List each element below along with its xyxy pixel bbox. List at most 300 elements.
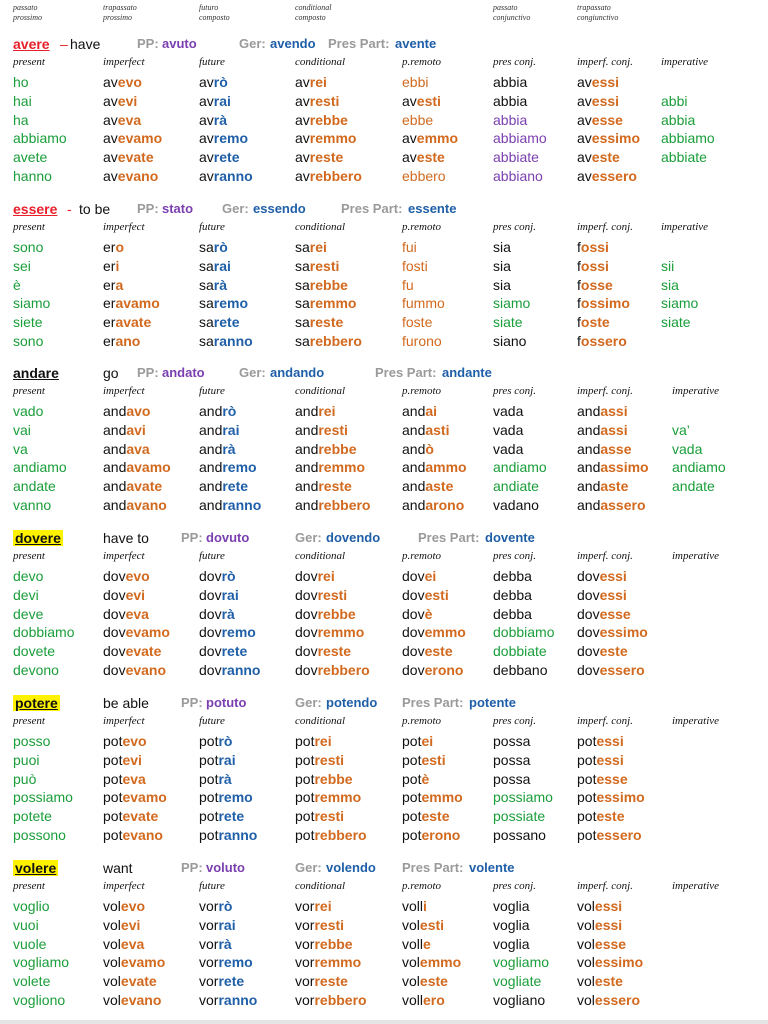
conjugation-cell: [13, 771, 36, 787]
form: abbiamo: [661, 130, 715, 147]
conjugation-cell: [493, 992, 545, 1008]
conjugation-cell: [493, 936, 530, 952]
conjugation-cell: [493, 403, 523, 419]
column-header: present: [13, 880, 45, 892]
form-ending: o: [115, 239, 125, 255]
conjugation-cell: [295, 733, 332, 749]
conjugation-cell: [199, 643, 247, 659]
form-ending: evo: [120, 898, 146, 914]
form-stem: sa: [199, 276, 214, 293]
form-ending: essi: [599, 586, 627, 603]
conjugation-cell: [13, 295, 50, 311]
conjugation-cell: [103, 149, 154, 165]
form-stem: dov: [402, 605, 425, 622]
form-ending: ossero: [580, 333, 627, 349]
form: vogliamo: [493, 954, 550, 971]
conjugation-cell: [13, 733, 50, 749]
form-ending: essero: [599, 662, 645, 678]
form-stem: pot: [295, 751, 315, 768]
gerund-label: Ger:: [239, 36, 266, 51]
conjugation-cell: [295, 497, 370, 513]
form-stem: av: [295, 130, 310, 147]
conjugation-cell: [577, 827, 642, 843]
form-ending: rebbe: [309, 276, 348, 293]
conjugation-cell: [13, 459, 67, 475]
conjugation-cell: [402, 497, 464, 513]
form-ending: avate: [126, 478, 163, 495]
conjugation-cell: [103, 936, 144, 952]
conjugation-row: [0, 441, 768, 459]
conjugation-cell: [402, 422, 449, 438]
conjugation-cell: [103, 789, 167, 805]
form-stem: dov: [103, 624, 126, 641]
conjugation-cell: [103, 478, 162, 494]
form-stem: pot: [199, 827, 219, 843]
conjugation-cell: [577, 403, 628, 419]
conjugation-cell: [493, 314, 523, 330]
conjugation-cell: [493, 568, 532, 584]
conjugation-cell: [13, 93, 32, 109]
form: siete: [13, 314, 43, 331]
conjugation-row: [0, 808, 768, 826]
conjugation-cell: [295, 808, 344, 824]
conjugation-cell: [402, 898, 427, 914]
form-stem: vol: [577, 935, 595, 952]
form: vogliono: [13, 992, 66, 1008]
form-ending: osse: [580, 276, 613, 293]
conjugation-cell: [661, 93, 687, 109]
conjugation-cell: [103, 93, 137, 109]
conjugation-cell: [199, 130, 248, 146]
form: avete: [13, 149, 48, 166]
conjugation-cell: [493, 752, 530, 768]
form-stem: pot: [199, 770, 219, 787]
conjugation-cell: [493, 459, 547, 475]
form-stem: and: [199, 497, 223, 513]
form-stem: and: [103, 478, 127, 495]
conjugation-cell: [103, 973, 157, 989]
conjugation-cell: [13, 827, 66, 843]
conjugation-cell: [577, 992, 640, 1008]
form-stem: av: [577, 149, 592, 166]
gerund: potendo: [326, 695, 378, 710]
form-ending: rei: [317, 568, 335, 584]
column-header: present: [13, 385, 45, 397]
form-stem: er: [103, 314, 116, 331]
form: siamo: [493, 295, 531, 312]
conjugation-cell: [295, 441, 356, 457]
form-stem: f: [577, 295, 581, 312]
column-header: conditional: [295, 385, 346, 397]
column-header: imperf. conj.: [577, 56, 633, 68]
form: andiamo: [13, 459, 67, 476]
form: dobbiate: [493, 643, 547, 660]
form-stem: pot: [103, 789, 123, 806]
form-stem: dov: [295, 605, 318, 622]
conjugation-cell: [199, 422, 239, 438]
conjugation-cell: [672, 478, 715, 494]
conjugation-row: [0, 606, 768, 624]
form-stem: pot: [402, 733, 422, 749]
form-ending: rò: [218, 733, 233, 749]
form-ending: ossi: [580, 239, 609, 255]
form-ending: rei: [309, 239, 327, 255]
form-stem: and: [295, 459, 319, 476]
column-header: imperf. conj.: [577, 880, 633, 892]
top-label: conditional composto: [295, 3, 332, 22]
form-ending: essero: [596, 827, 642, 843]
conjugation-cell: [661, 277, 679, 293]
verb-block-dovere: [0, 528, 768, 688]
form-ending: resti: [317, 586, 348, 603]
form-stem: dov: [199, 586, 222, 603]
form-stem: av: [199, 130, 214, 147]
form: vanno: [13, 497, 52, 513]
form-stem: pot: [577, 770, 597, 787]
form-ending: aste: [425, 478, 454, 495]
form: abbia: [661, 111, 696, 128]
verb-infinitive: potere: [15, 695, 58, 711]
form-ending: evate: [117, 149, 154, 166]
conjugation-cell: [199, 459, 257, 475]
conjugation-cell: [672, 459, 726, 475]
form-stem: and: [199, 459, 223, 476]
form-stem: vol: [103, 935, 121, 952]
conjugation-cell: [295, 168, 362, 184]
form-stem: voll: [402, 935, 424, 952]
form-stem: and: [295, 421, 319, 438]
form: possano: [493, 827, 546, 843]
conjugation-cell: [493, 239, 511, 255]
form-stem: and: [402, 497, 426, 513]
column-header: imperative: [672, 715, 720, 727]
form-stem: and: [577, 421, 601, 438]
form-ending: evi: [125, 586, 146, 603]
verb-header: [0, 858, 768, 880]
form-ending: emmo: [416, 130, 459, 147]
form-stem: av: [103, 74, 118, 90]
form-ending: remo: [218, 789, 253, 806]
conjugation-row: [0, 258, 768, 276]
form-ending: ranno: [213, 168, 253, 184]
conjugation-cell: [103, 917, 140, 933]
pp-label: PP:: [181, 695, 203, 710]
form-ending: rei: [314, 733, 332, 749]
conjugation-cell: [13, 624, 75, 640]
form: furono: [402, 333, 442, 349]
conjugation-cell: [493, 789, 553, 805]
form: abbia: [493, 111, 528, 128]
column-headers: [0, 550, 768, 564]
form-ending: eva: [125, 605, 149, 622]
form: vadano: [493, 497, 539, 513]
gerund-label: Ger:: [222, 201, 249, 216]
form-ending: rebbe: [309, 111, 348, 128]
form-ending: esse: [596, 770, 628, 787]
column-header: pres conj.: [493, 880, 536, 892]
past-participle: dovuto: [206, 530, 250, 545]
pp-label: PP:: [137, 36, 159, 51]
conjugation-cell: [295, 752, 344, 768]
form-stem: vor: [199, 973, 219, 990]
conjugation-cell: [577, 459, 649, 475]
form-stem: vol: [577, 992, 595, 1008]
conjugation-cell: [295, 827, 367, 843]
form-ending: rò: [221, 568, 236, 584]
form: vada: [493, 403, 524, 419]
gerund-label: Ger:: [295, 860, 322, 875]
column-header: pres conj.: [493, 56, 536, 68]
form-ending: evamo: [125, 624, 170, 641]
form: devo: [13, 568, 44, 584]
conjugation-cell: [493, 130, 547, 146]
conjugation-cell: [493, 973, 541, 989]
column-header: imperative: [672, 385, 720, 397]
form: ebbero: [402, 168, 446, 184]
form-ending: este: [421, 808, 450, 825]
conjugation-cell: [493, 917, 530, 933]
form: andiamo: [493, 459, 547, 476]
column-header: imperf. conj.: [577, 385, 633, 397]
form-ending: asse: [600, 440, 632, 457]
form: fui: [402, 239, 417, 255]
conjugation-cell: [199, 441, 236, 457]
column-header: imperf. conj.: [577, 550, 633, 562]
form: possiamo: [493, 789, 553, 806]
form-stem: vor: [199, 954, 219, 971]
conjugation-row: [0, 662, 768, 680]
conjugation-cell: [13, 478, 56, 494]
form-ending: eva: [117, 111, 142, 128]
verb-block-potere: [0, 693, 768, 853]
form-stem: sa: [199, 257, 214, 274]
conjugation-cell: [13, 74, 29, 90]
verb-meaning: have: [70, 36, 101, 52]
column-header: imperfect: [103, 715, 145, 727]
form-stem: dov: [103, 605, 126, 622]
conjugation-cell: [103, 422, 146, 438]
conjugation-row: [0, 643, 768, 661]
conjugation-cell: [295, 992, 367, 1008]
form: ho: [13, 74, 29, 90]
bottom-scrollbar[interactable]: [0, 1020, 768, 1024]
form-stem: av: [199, 92, 214, 109]
conjugation-cell: [295, 898, 332, 914]
conjugation-cell: [402, 808, 450, 824]
conjugation-row: [0, 130, 768, 148]
form-ending: remo: [213, 295, 249, 312]
form-stem: pot: [295, 789, 315, 806]
form-ending: essi: [596, 733, 624, 749]
form-stem: er: [103, 276, 116, 293]
conjugation-row: [0, 497, 768, 515]
form-stem: dov: [103, 643, 126, 660]
form: abbiano: [493, 168, 543, 184]
form-ending: rebbero: [317, 662, 370, 678]
conjugation-cell: [199, 403, 236, 419]
column-header: imperative: [672, 550, 720, 562]
conjugation-row: [0, 112, 768, 130]
conjugation-cell: [402, 112, 433, 128]
conjugation-cell: [577, 441, 632, 457]
conjugation-cell: [199, 662, 260, 678]
conjugation-cell: [577, 587, 627, 603]
conjugation-cell: [577, 771, 628, 787]
form-stem: av: [577, 74, 592, 90]
form-ending: rà: [218, 935, 232, 952]
conjugation-cell: [577, 478, 628, 494]
form-stem: pot: [199, 808, 219, 825]
conjugation-cell: [13, 606, 43, 622]
form-stem: and: [402, 440, 426, 457]
form-stem: and: [103, 459, 127, 476]
conjugation-cell: [493, 258, 511, 274]
conjugation-cell: [13, 662, 59, 678]
conjugation-cell: [493, 277, 511, 293]
conjugation-cell: [295, 93, 339, 109]
column-headers: [0, 221, 768, 235]
conjugation-cell: [493, 93, 527, 109]
conjugation-cell: [577, 149, 620, 165]
conjugation-cell: [295, 643, 351, 659]
top-label: futuro composto: [199, 3, 230, 22]
conjugation-cell: [402, 478, 453, 494]
form: abbiamo: [493, 130, 547, 147]
form-ending: evate: [120, 973, 157, 990]
form-stem: vol: [577, 916, 595, 933]
conjugation-cell: [402, 973, 448, 989]
form: siate: [661, 314, 691, 331]
conjugation-cell: [103, 827, 163, 843]
conjugation-cell: [199, 827, 257, 843]
conjugation-cell: [13, 441, 28, 457]
form-stem: and: [577, 497, 601, 513]
form-ending: rebbe: [317, 605, 356, 622]
form-ending: rebbero: [314, 827, 367, 843]
conjugation-cell: [103, 733, 147, 749]
form-stem: and: [295, 403, 319, 419]
form: possiate: [493, 808, 546, 825]
form: puoi: [13, 751, 40, 768]
conjugation-cell: [103, 587, 145, 603]
form-ending: essi: [591, 92, 620, 109]
form-stem: er: [103, 295, 116, 312]
form-ending: ranno: [213, 333, 253, 349]
top-label: trapassato prossimo: [103, 3, 137, 22]
conjugation-cell: [103, 277, 123, 293]
verb-header: [0, 34, 768, 56]
conjugation-cell: [295, 258, 339, 274]
form-stem: and: [199, 421, 223, 438]
conjugation-cell: [577, 733, 624, 749]
form: debba: [493, 605, 532, 622]
gerund-label: Ger:: [295, 530, 322, 545]
form: è: [13, 276, 21, 293]
conjugation-cell: [103, 752, 142, 768]
form-stem: voll: [402, 992, 424, 1008]
column-header: future: [199, 880, 225, 892]
form-stem: dov: [577, 586, 600, 603]
conjugation-cell: [577, 295, 630, 311]
conjugation-cell: [402, 733, 433, 749]
form-stem: pot: [295, 770, 315, 787]
form: debbano: [493, 662, 548, 678]
form: ebbi: [402, 74, 429, 90]
conjugation-cell: [295, 130, 356, 146]
form: debba: [493, 568, 532, 584]
form-ending: resti: [314, 808, 345, 825]
form-ending: esse: [594, 935, 627, 952]
verb-infinitive: andare: [13, 365, 59, 381]
conjugation-cell: [295, 239, 327, 255]
form-stem: av: [295, 92, 310, 109]
present-participle: dovente: [485, 530, 535, 545]
form-ending: reste: [317, 643, 352, 660]
column-header: conditional: [295, 221, 346, 233]
form-ending: rebbe: [314, 935, 353, 952]
conjugation-row: [0, 568, 768, 586]
column-header: imperfect: [103, 221, 145, 233]
form-ending: resti: [314, 916, 345, 933]
conjugation-cell: [103, 992, 161, 1008]
form: hai: [13, 92, 32, 109]
conjugation-cell: [402, 277, 414, 293]
conjugation-cell: [402, 239, 417, 255]
top-label: passato conjunctivo: [493, 3, 531, 22]
form: abbiate: [661, 149, 707, 166]
column-header: present: [13, 221, 45, 233]
form-stem: vor: [295, 898, 315, 914]
column-header: present: [13, 715, 45, 727]
form: voglia: [493, 935, 530, 952]
conjugation-row: [0, 789, 768, 807]
column-header: p.remoto: [402, 221, 442, 233]
form-ending: emmo: [424, 624, 466, 641]
conjugation-row: [0, 333, 768, 351]
form: sia: [493, 239, 511, 255]
form-ending: assero: [600, 497, 646, 513]
form-stem: pot: [103, 770, 123, 787]
form: vogliamo: [13, 954, 70, 971]
form: voglio: [13, 898, 50, 914]
column-header: imperfect: [103, 56, 145, 68]
column-header: imperfect: [103, 385, 145, 397]
past-participle: potuto: [206, 695, 247, 710]
form-ending: rà: [222, 440, 236, 457]
form-ending: è: [421, 770, 430, 787]
conjugation-cell: [493, 112, 527, 128]
form-stem: av: [103, 168, 118, 184]
form-ending: rà: [213, 111, 228, 128]
form: possa: [493, 770, 531, 787]
column-header: future: [199, 550, 225, 562]
form: voglia: [493, 916, 530, 933]
conjugation-cell: [199, 733, 232, 749]
form-ending: ranno: [221, 662, 261, 678]
form: vado: [13, 403, 44, 419]
conjugation-cell: [577, 130, 640, 146]
form-ending: rai: [213, 92, 231, 109]
form-stem: dov: [577, 662, 600, 678]
form-stem: dov: [295, 662, 318, 678]
form-stem: pot: [103, 751, 123, 768]
form-ending: ranno: [222, 497, 262, 513]
form-stem: sa: [199, 239, 214, 255]
form: abbia: [493, 92, 528, 109]
column-headers: [0, 385, 768, 399]
form-ending: este: [419, 973, 448, 990]
conjugation-row: [0, 149, 768, 167]
